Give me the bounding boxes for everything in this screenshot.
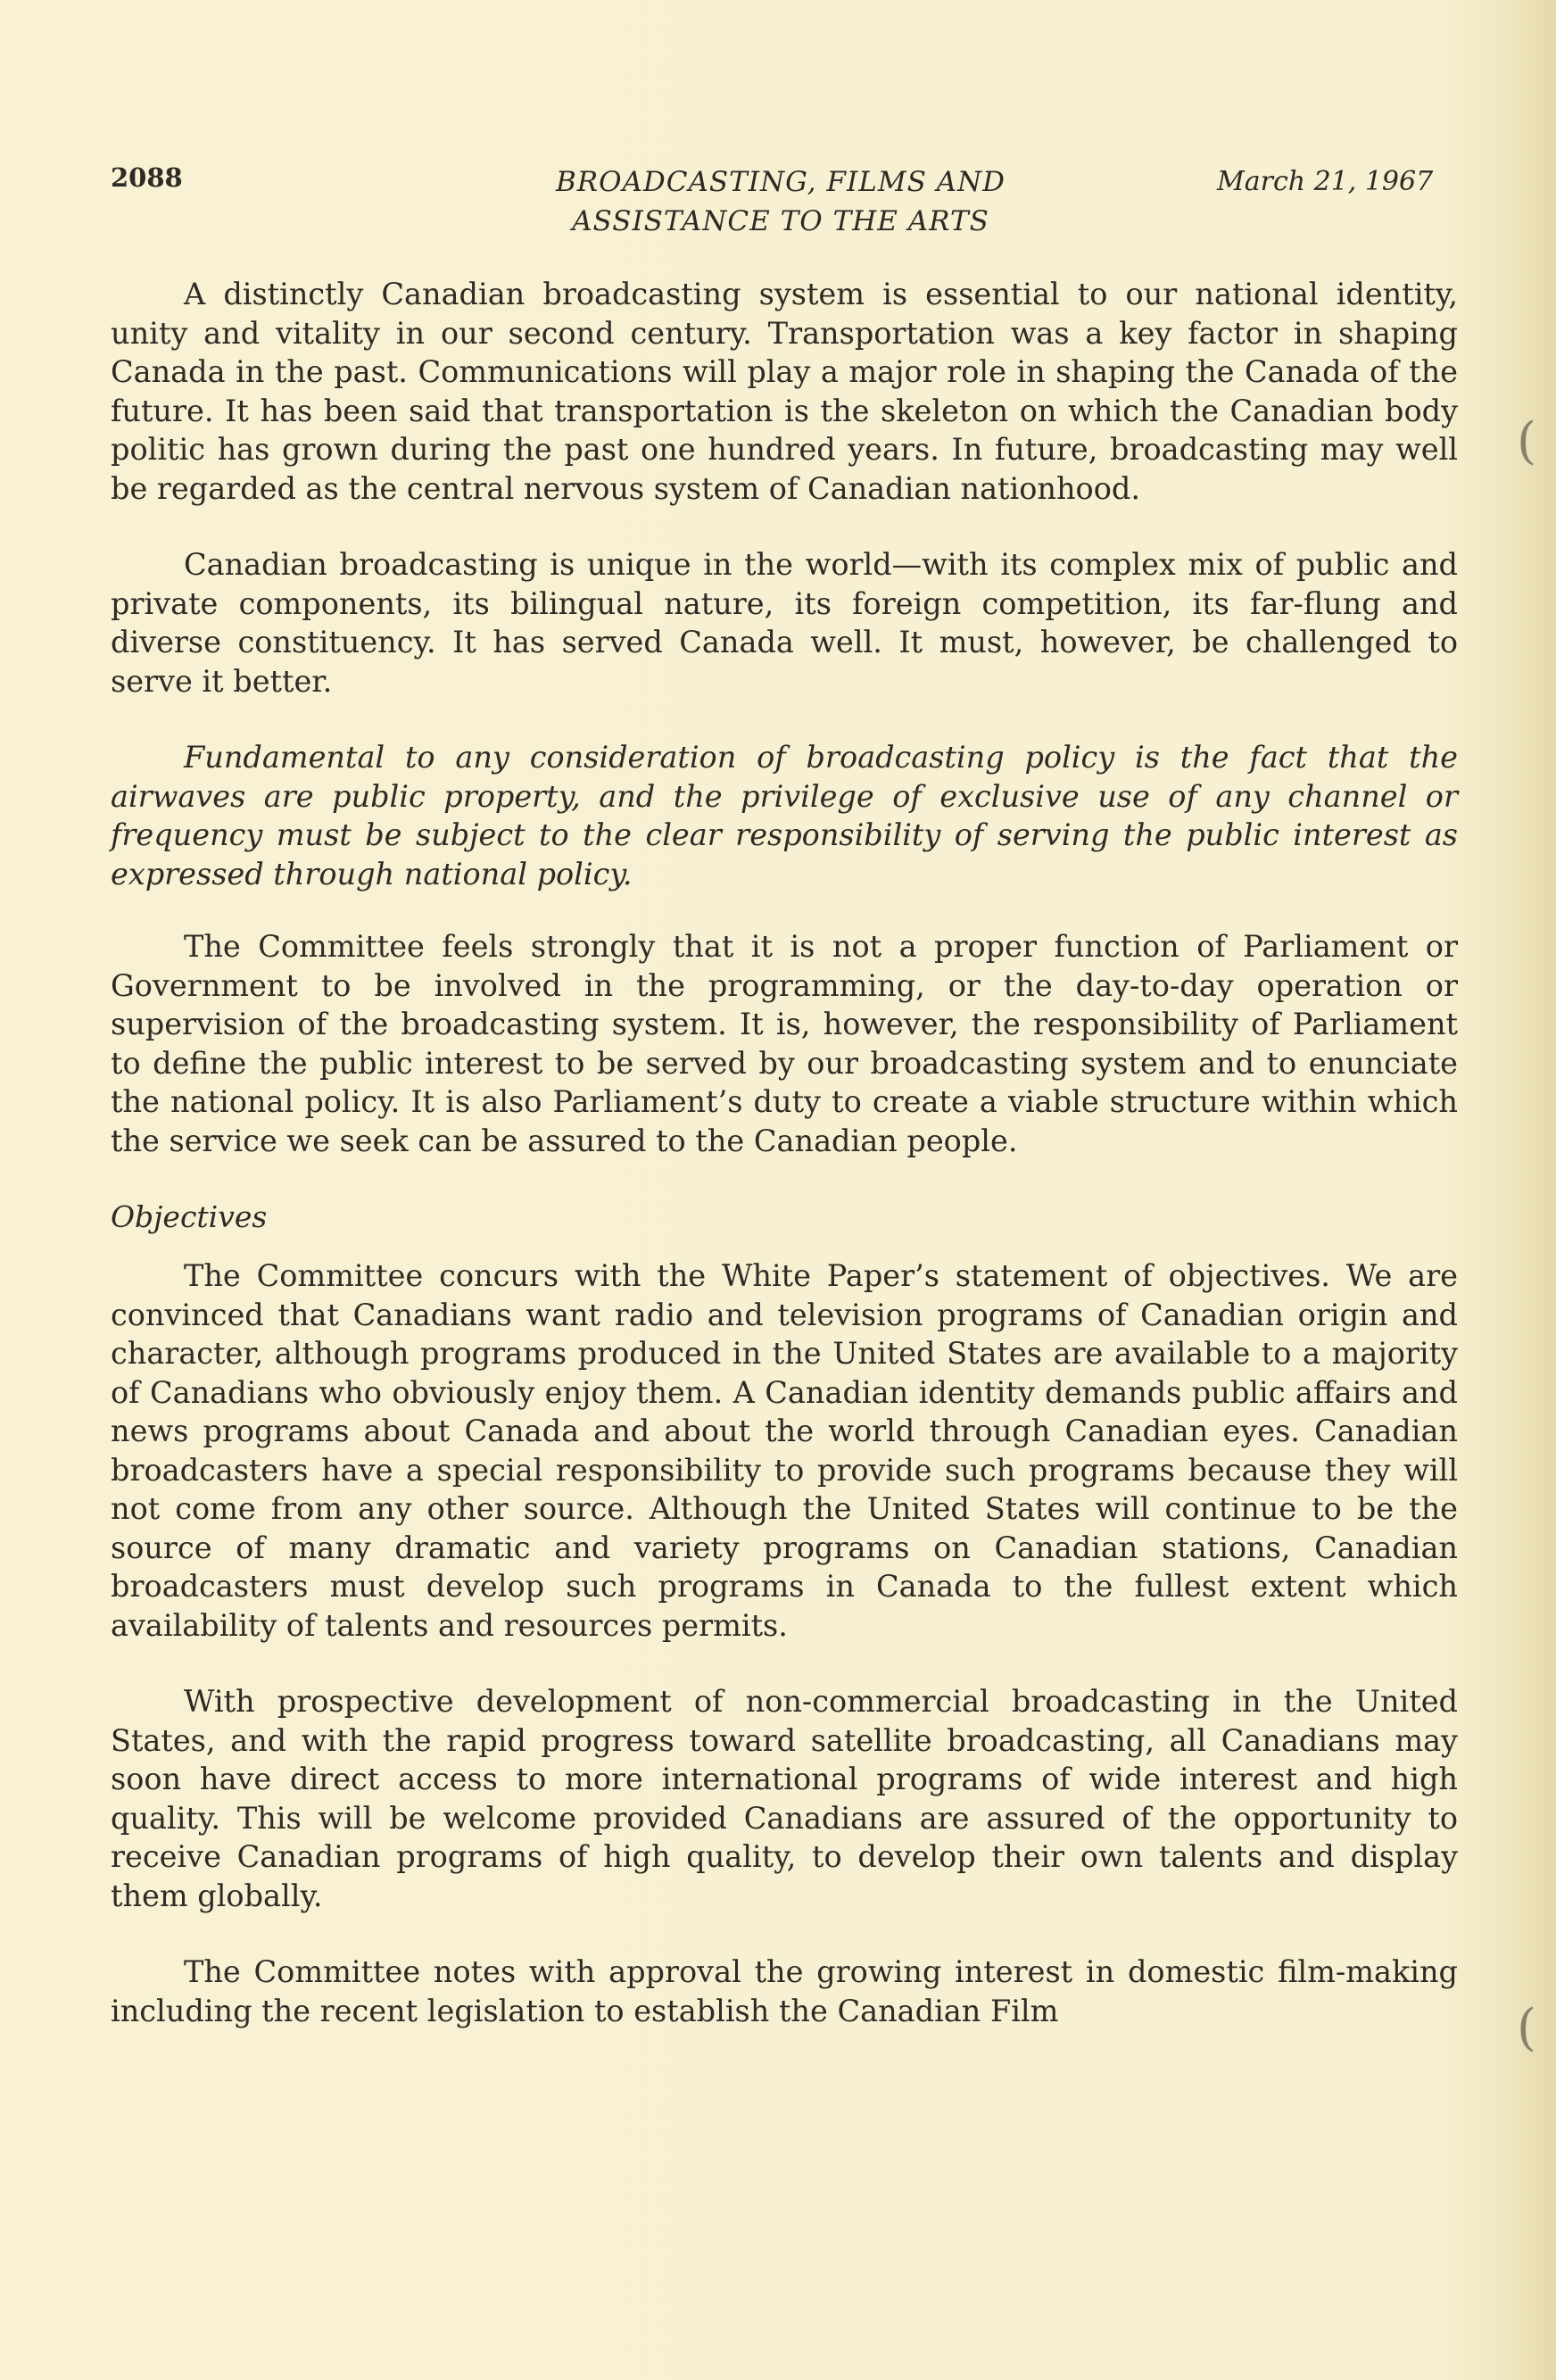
document-body xyxy=(111,275,1458,2030)
running-title xyxy=(482,162,1080,241)
binding-hole-mark-icon: ( xyxy=(1517,412,1536,470)
running-title-line2: ASSISTANCE TO THE ARTS xyxy=(572,205,989,237)
paragraph-5: The Committee concurs with the White Paper’s statement of objectives. We are convinced that Canadians want radio and television programs of Canadian origin and character, although programs produced in the United States are available to a majority of Canadians who obviously enjoy them. A Canadian identity demands public affairs and news programs about Canada and about the world through Canadian eyes. Canadian broadcasters have a special responsibility to provide such programs because they will not come from any other source. Although the United States will continue to be the source of many dramatic and variety programs on Canadian stations, Canadian broadcasters must develop such programs in Canada to the fullest extent which availability of talents and resources permits. xyxy=(111,1258,1458,1643)
running-title-line1: BROADCASTING, FILMS AND xyxy=(555,166,1006,198)
header-date: March 21, 1967 xyxy=(1217,166,1434,197)
paragraph-6: With prospective development of non-commercial broadcasting in the United States, and with the rapid progress toward satellite broadcasting, all Canadians may soon have direct access to more international programs of wide interest and high quality. This will be welcome provided Canadians are assured of the opportunity to receive Canadian programs of high quality, to develop their own talents and display them globally. xyxy=(111,1684,1458,1913)
paragraph-7: The Committee notes with approval the growing interest in domestic film-making including the recent legislation to establish the Canadian Film xyxy=(111,1954,1458,2028)
paragraph-4: The Committee feels strongly that it is not a proper function of Parliament or Government to be involved in the programming, or the day-to-day operation or supervision of the broadcasting system. It is, however, the responsibility of Parliament to define the public interest to be served by our broadcasting system and to enunciate the national policy. It is also Parliament’s duty to create a viable structure within which the service we seek can be assured to the Canadian people. xyxy=(111,929,1458,1158)
paragraph-2: Canadian broadcasting is unique in the world—with its complex mix of public and private components, its bilingual nature, its foreign competition, its far-flung and diverse constituency. It has served Canada well. It must, however, be challenged to serve it better. xyxy=(111,547,1458,699)
page-number: 2088 xyxy=(111,162,183,193)
paragraph-3-italic: Fundamental to any consideration of broadcasting policy is the fact that the airwaves are public property, and the privilege of exclusive use of any channel or frequency must be subject to the clear responsibility of serving the public interest as expressed through national policy. xyxy=(111,740,1458,891)
page-header xyxy=(0,161,1556,241)
binding-hole-mark-icon: ( xyxy=(1517,1999,1536,2057)
paragraph-1: A distinctly Canadian broadcasting system is essential to our national identity, unity and vitality in our second century. Transportation was a key factor in shaping Canada in the past. Communications will play a major role in shaping the Canada of the future. It has been said that transportation is the skeleton on which the Canadian body politic has grown during the past one hundred years. In future, broadcasting may well be regarded as the central nervous system of Canadian nationhood. xyxy=(111,277,1458,506)
section-heading: Objectives xyxy=(111,1199,268,1234)
